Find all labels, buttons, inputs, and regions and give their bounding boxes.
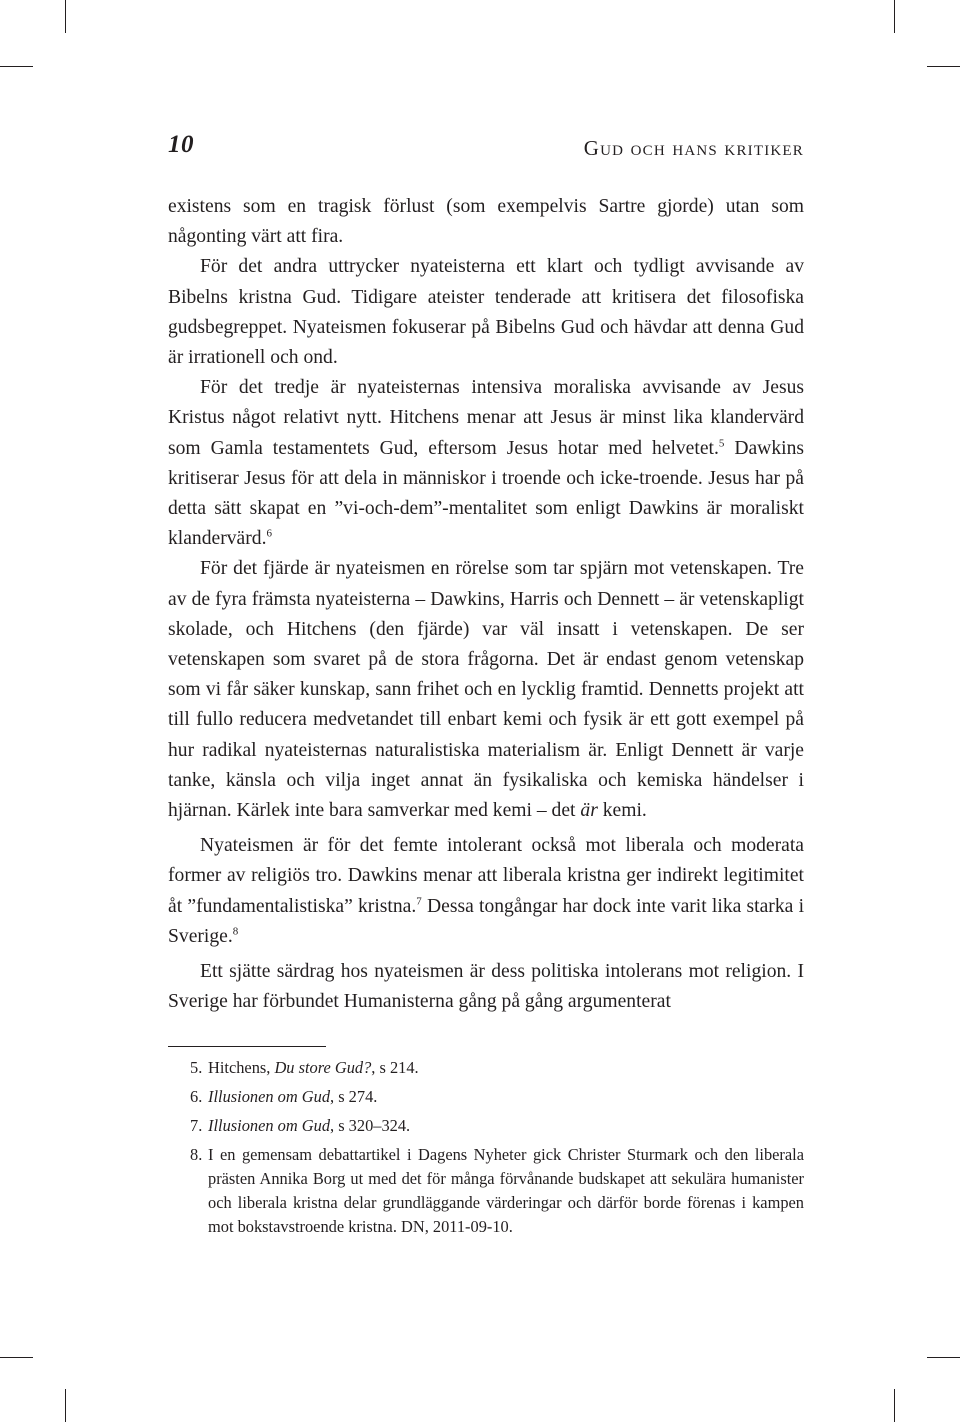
paragraph-3-text-a: För det tredje är nyateisternas intensiva moraliska avvisande av Jesus Kristus något relativt nytt. Hitchens menar att Jesus är minst lika klandervärd som Gamla testamentets Gud, eftersom Jesus hotar med helvetet. <box>168 377 804 459</box>
crop-mark-bottom-left-vertical <box>65 1389 66 1422</box>
footnote-text <box>208 1056 804 1080</box>
crop-mark-top-right-vertical <box>894 0 895 33</box>
footnote-text <box>208 1114 804 1138</box>
footnote-6 <box>168 1085 804 1109</box>
paragraph-4-text-b: kemi. <box>597 800 647 822</box>
footnote-ref-7: 7 <box>416 895 422 908</box>
footnote-text-post: , s 214. <box>371 1058 419 1077</box>
crop-mark-top-left-horizontal <box>0 66 33 67</box>
crop-mark-bottom-left-horizontal <box>0 1357 33 1358</box>
footnote-5 <box>168 1056 804 1080</box>
footnote-title: Illusionen om Gud <box>208 1116 331 1135</box>
paragraph-5-text-a: Nyateismen är för det femte intolerant också mot liberala och moderata former av religiös tro. Dawkins menar att liberala kristna ger indirekt legitimitet åt ”fundamentalistiska” kristna. <box>168 835 804 917</box>
paragraph-4 <box>168 554 804 826</box>
footnote-ref-6: 6 <box>266 527 272 540</box>
body-text <box>168 192 804 1017</box>
footnote-title: Du store Gud? <box>274 1058 372 1077</box>
footnote-ref-5: 5 <box>718 437 725 450</box>
footnote-text <box>208 1085 804 1109</box>
footnote-text-pre: I en gemensam debattartikel i Dagens Nyheter gick Christer Sturmark och den liberala prästen Annika Borg ut med det för många förvånande budskapet att sekulära humanister och liberala kristna delar grundläggande värderingar och därför borde förenas i kampen mot bokstavstroende kristna. DN, 2011-09-10. <box>208 1145 804 1236</box>
paragraph-3-text-b: Dawkins kritiserar Jesus för att dela in människor i troende och icke-troende. Jesus har på detta sätt skapat en ”vi-och-dem”-mentalitet som enligt Dawkins är moraliskt klandervärd. <box>168 437 804 550</box>
crop-mark-bottom-right-vertical <box>894 1389 895 1422</box>
paragraph-4-emphasis: är <box>580 800 598 822</box>
paragraph-5-text-b: Dessa tongångar har dock inte varit lika starka i Sverige. <box>168 895 805 947</box>
running-head: Gud och hans kritiker <box>583 136 804 160</box>
paragraph-2: För det andra uttrycker nyateisterna ett klart och tydligt avvisande av Bibelns kristna Gud. Tidigare ateister tenderade att kritisera det filosofiska gudsbegreppet. Nyateismen fokuserar på Bibelns Gud och hävdar att denna Gud är irrationell och ond. <box>168 256 804 369</box>
paragraph-3 <box>168 373 804 554</box>
footnote-8 <box>168 1143 804 1239</box>
footnote-number: 5. <box>190 1058 203 1077</box>
paragraph-6: Ett sjätte särdrag hos nyateismen är dess politiska intolerans mot religion. I Sverige har förbundet Humanisterna gång på gång argumenterat <box>168 961 804 1013</box>
crop-mark-top-right-horizontal <box>927 66 960 67</box>
footnote-7 <box>168 1114 804 1138</box>
footnote-number: 8. <box>190 1145 203 1164</box>
crop-mark-bottom-right-horizontal <box>927 1357 960 1358</box>
crop-mark-top-left-vertical <box>65 0 66 33</box>
page-number: 10 <box>168 131 194 158</box>
footnote-text-post: , s 320–324. <box>330 1116 411 1135</box>
footnote-title: Illusionen om Gud <box>208 1087 331 1106</box>
paragraph-4-text-a: För det fjärde är nyateismen en rörelse som tar spjärn mot vetenskapen. Tre av de fyra främsta nyateisterna – Dawkins, Harris och Dennett – är vetenskapligt skolade, och Hitchens (den fjärde) var väl insatt i vetenskapen. De ser vetenskapen som svaret på de stora frågorna. Det är endast genom vetenskap som vi får säker kunskap, sann frihet och en lycklig framtid. Dennetts projekt att till fullo reducera medvetandet till enbart kemi och fysik är ett gott exempel på hur radikal nyateisternas naturalistiska materialism är. Enligt Dennett är varje tanke, känsla och vilja inget annat än fysikaliska och kemiska händelser i hjärnan. Kärlek inte bara samverkar med kemi – det <box>168 558 804 822</box>
paragraph-5 <box>168 831 804 952</box>
footnote-number: 6. <box>190 1087 203 1106</box>
footnote-number: 7. <box>190 1116 203 1135</box>
footnotes <box>168 1056 804 1244</box>
footnote-text-post: , s 274. <box>330 1087 378 1106</box>
footnote-ref-8: 8 <box>232 925 239 938</box>
footnote-text-pre: Hitchens, <box>208 1058 275 1077</box>
footnote-text <box>208 1143 804 1239</box>
paragraph-1: existens som en tragisk förlust (som exempelvis Sartre gjorde) utan som någonting värt att fira. <box>168 196 804 248</box>
footnote-separator <box>168 1046 326 1047</box>
